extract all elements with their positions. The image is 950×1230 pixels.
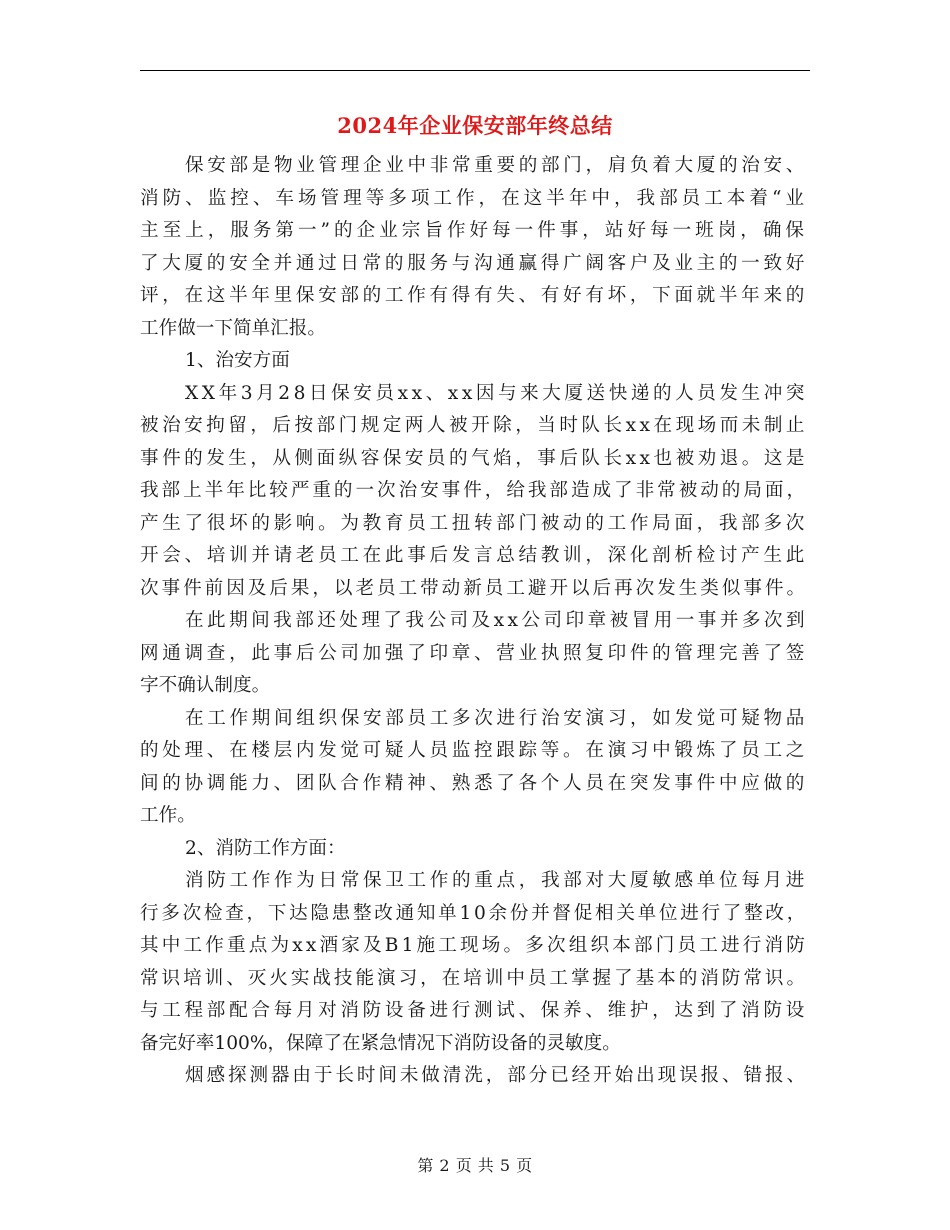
body-text-line: 工作。 bbox=[140, 805, 196, 826]
body-text-line: 行多次检查，下达隐患整改通知单10余份并督促相关单位进行了整改， bbox=[140, 902, 808, 924]
body-text-line: 的处理、在楼层内发觉可疑人员监控跟踪等。在演习中锻炼了员工之 bbox=[140, 740, 808, 761]
body-text-line: 工作做一下简单汇报。 bbox=[140, 317, 326, 339]
body-text-line: 常识培训、灭火实战技能演习，在培训中员工掌握了基本的消防常识。 bbox=[140, 967, 808, 989]
body-text-line: 与工程部配合每月对消防设备进行测试、保养、维护，达到了消防设 bbox=[140, 1000, 808, 1021]
body-text-line: XX年3月28日保安员xx、xx因与来大厦送快递的人员发生冲突 bbox=[185, 382, 808, 404]
body-text-line: 间的协调能力、团队合作精神、熟悉了各个人员在突发事件中应做的 bbox=[140, 772, 808, 794]
body-text-line: 产生了很坏的影响。为教育员工扭转部门被动的工作局面，我部多次 bbox=[140, 512, 808, 534]
body-text-line: 次事件前因及后果，以老员工带动新员工避开以后再次发生类似事件。 bbox=[140, 577, 808, 599]
body-text-line: 开会、培训并请老员工在此事后发言总结教训，深化剖析检讨产生此 bbox=[140, 545, 808, 566]
body-text-line: 2、消防工作方面： bbox=[185, 837, 346, 859]
body-text-line: 消防、监控、车场管理等多项工作，在这半年中，我部员工本着“业 bbox=[140, 187, 808, 209]
body-text-line: 网通调查，此事后公司加强了印章、营业执照复印件的管理完善了签 bbox=[140, 642, 808, 664]
body-text-line: 了大厦的安全并通过日常的服务与沟通赢得广阔客户及业主的一致好 bbox=[140, 252, 808, 274]
body-text-line: 我部上半年比较严重的一次治安事件，给我部造成了非常被动的局面， bbox=[140, 480, 808, 501]
page-number: 第 2 页 共 5 页 bbox=[417, 1156, 533, 1175]
body-text-line: 消防工作作为日常保卫工作的重点，我部对大厦敏感单位每月进 bbox=[185, 870, 808, 891]
body-text-line: 主至上，服务第一”的企业宗旨作好每一件事，站好每一班岗，确保 bbox=[140, 220, 808, 241]
body-text-line: 1、治安方面 bbox=[185, 350, 290, 371]
body-text-line: 在此期间我部还处理了我公司及xx公司印章被冒用一事并多次到 bbox=[185, 610, 808, 631]
body-text-line: 字不确认制度。 bbox=[140, 675, 271, 696]
body-text-line: 评，在这半年里保安部的工作有得有失、有好有坏，下面就半年来的 bbox=[140, 285, 808, 306]
body-text-line: 其中工作重点为xx酒家及B1施工现场。多次组织本部门员工进行消防 bbox=[140, 935, 808, 956]
body-text-line: 在工作期间组织保安部员工多次进行治安演习，如发觉可疑物品 bbox=[185, 707, 808, 729]
body-text-line: 事件的发生，从侧面纵容保安员的气焰，事后队长xx也被劝退。这是 bbox=[140, 447, 808, 469]
body-text-line: 烟感探测器由于长时间未做清洗，部分已经开始出现误报、错报、 bbox=[185, 1065, 808, 1086]
body-text-line: 被治安拘留，后按部门规定两人被开除，当时队长xx在现场而未制止 bbox=[140, 415, 808, 436]
document-body bbox=[140, 150, 808, 1093]
header-rule bbox=[140, 70, 810, 71]
document-title: 2024年企业保安部年终总结 bbox=[337, 113, 613, 138]
body-text-line: 保安部是物业管理企业中非常重要的部门，肩负着大厦的治安、 bbox=[185, 155, 808, 176]
body-text-line: 备完好率100%，保障了在紧急情况下消防设备的灵敏度。 bbox=[140, 1032, 621, 1054]
